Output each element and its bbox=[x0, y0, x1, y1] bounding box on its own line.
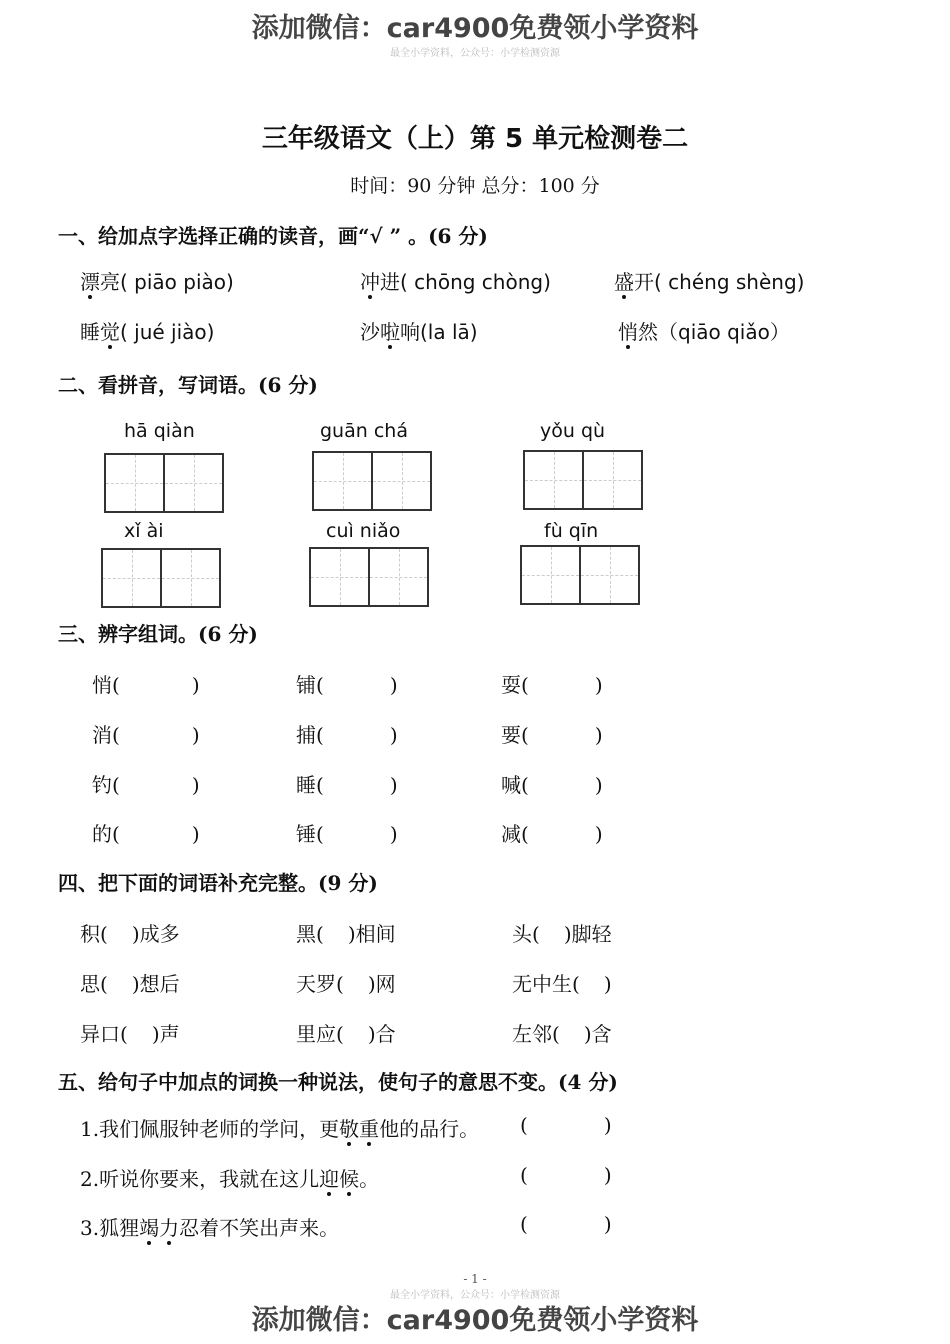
s1-item-4: 睡觉( jué jiào) bbox=[80, 320, 215, 344]
dotted-char: 漂 bbox=[80, 270, 100, 294]
s3-item[interactable]: 减( ) bbox=[501, 822, 603, 846]
s3-item[interactable]: 喊( ) bbox=[501, 773, 603, 797]
s5-answer-1[interactable]: ( ) bbox=[520, 1113, 612, 1137]
writing-grid-1[interactable] bbox=[104, 453, 224, 513]
s3-item[interactable]: 锤( ) bbox=[296, 822, 398, 846]
s3-item[interactable]: 钓( ) bbox=[92, 773, 200, 797]
s5-sentence-1: 1.我们佩服钟老师的学问，更敬重他的品行。 bbox=[80, 1117, 480, 1141]
s1-item-2: 冲进( chōng chòng) bbox=[360, 270, 551, 294]
page-number: - 1 - bbox=[463, 1272, 487, 1286]
faint-caption-bottom: 最全小学资料，公众号：小学检测资源 bbox=[390, 1290, 560, 1301]
pinyin-options: ( jué jiào) bbox=[120, 320, 215, 344]
dotted-char: 候 bbox=[339, 1167, 360, 1191]
s3-item[interactable]: 耍( ) bbox=[501, 673, 603, 697]
s4-item[interactable]: 异口( )声 bbox=[80, 1022, 180, 1046]
s3-item[interactable]: 睡( ) bbox=[296, 773, 398, 797]
s3-item[interactable]: 的( ) bbox=[92, 822, 200, 846]
pinyin-options: ( chéng shèng) bbox=[654, 270, 805, 294]
s3-item[interactable]: 捕( ) bbox=[296, 723, 398, 747]
dotted-char: 迎 bbox=[319, 1167, 340, 1191]
s4-item[interactable]: 黑( )相间 bbox=[296, 922, 396, 946]
section-1-heading: 一、给加点字选择正确的读音，画“√ ” 。(6 分) bbox=[58, 224, 488, 248]
dotted-char: 敬 bbox=[339, 1117, 360, 1141]
s4-item[interactable]: 无中生( ) bbox=[512, 972, 612, 996]
s4-item[interactable]: 天罗( )网 bbox=[296, 972, 396, 996]
writing-grid-4[interactable] bbox=[101, 548, 221, 608]
s1-item-5: 沙啦响(la lā) bbox=[360, 320, 478, 344]
s5-sentence-2: 2.听说你要来，我就在这儿迎候。 bbox=[80, 1167, 380, 1191]
writing-grid-6[interactable] bbox=[520, 545, 640, 605]
faint-caption-top: 最全小学资料，公众号：小学检测资源 bbox=[390, 48, 560, 59]
s1-item-3: 盛开( chéng shèng) bbox=[614, 270, 805, 294]
s4-item[interactable]: 头( )脚轻 bbox=[512, 922, 612, 946]
dotted-char: 悄 bbox=[618, 320, 638, 344]
pinyin-label-3: yǒu qù bbox=[540, 420, 606, 442]
watermark-banner-top: 添加微信：car4900免费领小学资料 bbox=[251, 13, 699, 44]
section-3-heading: 三、辨字组词。(6 分) bbox=[58, 622, 258, 646]
dotted-char: 重 bbox=[359, 1117, 380, 1141]
exam-meta: 时间：90 分钟 总分：100 分 bbox=[350, 175, 600, 197]
s5-answer-2[interactable]: ( ) bbox=[520, 1163, 612, 1187]
dotted-char: 盛 bbox=[614, 270, 634, 294]
s3-item[interactable]: 悄( ) bbox=[92, 673, 200, 697]
s3-item[interactable]: 铺( ) bbox=[296, 673, 398, 697]
dotted-char: 啦 bbox=[380, 320, 400, 344]
s4-item[interactable]: 里应( )合 bbox=[296, 1022, 396, 1046]
s4-item[interactable]: 思( )想后 bbox=[80, 972, 180, 996]
section-2-heading: 二、看拼音，写词语。(6 分) bbox=[58, 373, 318, 397]
dotted-char: 冲 bbox=[360, 270, 380, 294]
writing-grid-3[interactable] bbox=[523, 450, 643, 510]
s5-answer-3[interactable]: ( ) bbox=[520, 1212, 612, 1236]
pinyin-label-4: xǐ ài bbox=[124, 520, 164, 542]
section-4-heading: 四、把下面的词语补充完整。(9 分) bbox=[58, 871, 378, 895]
pinyin-options: (la lā) bbox=[420, 320, 478, 344]
pinyin-label-5: cuì niǎo bbox=[326, 520, 401, 542]
watermark-banner-bottom: 添加微信：car4900免费领小学资料 bbox=[251, 1305, 699, 1336]
pinyin-options: （qiāo qiǎo） bbox=[658, 320, 790, 344]
dotted-char: 力 bbox=[159, 1216, 180, 1240]
pinyin-label-6: fù qīn bbox=[544, 520, 599, 542]
pinyin-label-2: guān chá bbox=[320, 420, 408, 442]
writing-grid-5[interactable] bbox=[309, 547, 429, 607]
s3-item[interactable]: 消( ) bbox=[92, 723, 200, 747]
pinyin-options: ( chōng chòng) bbox=[400, 270, 551, 294]
s4-item[interactable]: 左邻( )含 bbox=[512, 1022, 612, 1046]
dotted-char: 觉 bbox=[100, 320, 120, 344]
s1-item-1: 漂亮( piāo piào) bbox=[80, 270, 234, 294]
s1-item-6: 悄然（qiāo qiǎo） bbox=[618, 320, 790, 344]
s4-item[interactable]: 积( )成多 bbox=[80, 922, 180, 946]
dotted-char: 竭 bbox=[139, 1216, 160, 1240]
writing-grid-2[interactable] bbox=[312, 451, 432, 511]
page-title: 三年级语文（上）第 5 单元检测卷二 bbox=[261, 124, 689, 154]
pinyin-options: ( piāo piào) bbox=[120, 270, 234, 294]
pinyin-label-1: hā qiàn bbox=[124, 420, 195, 442]
s3-item[interactable]: 要( ) bbox=[501, 723, 603, 747]
section-5-heading: 五、给句子中加点的词换一种说法，使句子的意思不变。(4 分) bbox=[58, 1070, 618, 1094]
s5-sentence-3: 3.狐狸竭力忍着不笑出声来。 bbox=[80, 1216, 340, 1240]
